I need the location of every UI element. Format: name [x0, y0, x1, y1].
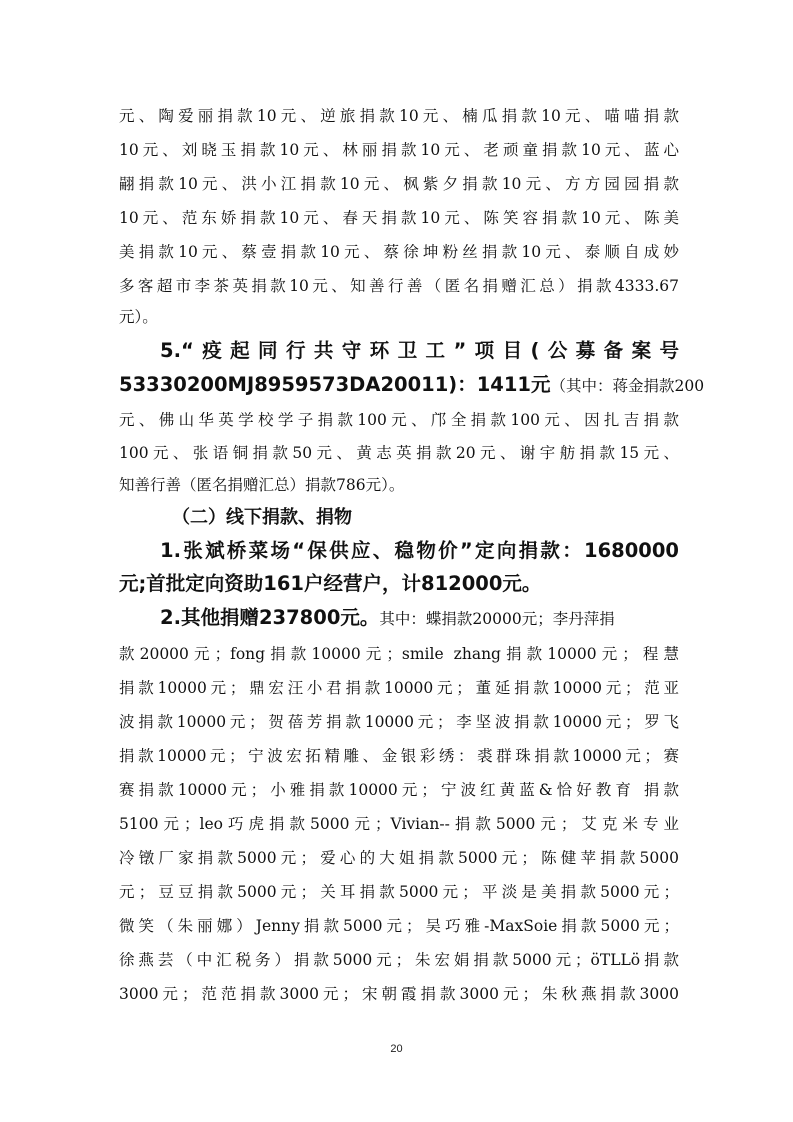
item-heading-1-cont: 元;首批定向资助161户经营户，计812000元。 — [119, 572, 542, 595]
text-line: 波捐款10000元；贺蓓芳捐款10000元；李坚波捐款10000元；罗飞 — [119, 713, 679, 731]
text-line: 3000元；范范捐款3000元；宋朝霞捐款3000元；朱秋燕捐款3000 — [119, 985, 679, 1003]
text-line: 10元、刘晓玉捐款10元、林丽捐款10元、老顽童捐款10元、蓝心 — [119, 141, 679, 159]
section-heading-5: 5.“疫起同行共守环卫工”项目(公募备案号 — [160, 339, 679, 362]
text-line: 元、陶爱丽捐款10元、逆旅捐款10元、楠瓜捐款10元、喵喵捐款 — [119, 107, 679, 125]
text-line: 100元、张语铜捐款50元、黄志英捐款20元、谢宇舫捐款15元、 — [119, 444, 679, 462]
text-line: 多客超市李茶英捐款10元、知善行善（匿名捐赠汇总）捐款4333.67 — [119, 277, 679, 295]
text-line: 元、佛山华英学校学子捐款100元、邝全捐款100元、因扎吉捐款 — [119, 411, 679, 429]
item-heading-2 — [160, 606, 679, 631]
item-heading-1: 1.张斌桥菜场“保供应、稳物价”定向捐款：1680000 — [160, 539, 679, 562]
text-line: 冷镦厂家捐款5000元；爱心的大姐捐款5000元；陈健苹捐款5000 — [119, 849, 679, 867]
text-line: 美捐款10元、蔡壹捐款10元、蔡徐坤粉丝捐款10元、泰顺自成妙 — [119, 243, 679, 261]
text-line: 5100元；leo巧虎捐款5000元；Vivian--捐款5000元；艾克米专业 — [119, 815, 679, 833]
text-line: 元）。 — [119, 308, 158, 326]
text-line: 赛捐款10000元；小雅捐款10000元；宁波红黄蓝&恰好教育 捐款 — [119, 781, 679, 799]
page-number: 20 — [390, 1043, 403, 1055]
text-line: 捐款10000元；鼎宏汪小君捐款10000元；董延捐款10000元；范亚 — [119, 679, 679, 697]
text-line: 10元、范东娇捐款10元、春天捐款10元、陈笑容捐款10元、陈美 — [119, 209, 679, 227]
text-line: 款20000元；fong捐款10000元；smile zhang捐款10000元；程慧 — [119, 645, 679, 663]
subsection-heading: （二）线下捐款、捐物 — [172, 507, 352, 528]
text-line: 翤捐款10元、洪小江捐款10元、枫紫夕捐款10元、方方园园捐款 — [119, 175, 679, 193]
heading-normal-part: 其中：蝶捐款20000元；李丹萍捐 — [379, 610, 615, 628]
text-line: 微笑（朱丽娜）Jenny捐款5000元；吴巧雅-MaxSoie捐款5000元； — [119, 917, 679, 935]
text-line: 捐款10000元；宁波宏拓精雕、金银彩绣：裘群珠捐款10000元；赛 — [119, 747, 679, 765]
text-line: 徐燕芸（中汇税务）捐款5000元；朱宏娟捐款5000元；öTLLö捐款 — [119, 951, 679, 969]
section-heading-5-cont — [119, 373, 705, 398]
text-line: 元；豆豆捐款5000元；关耳捐款5000元；平淡是美捐款5000元； — [119, 883, 679, 901]
text-line: 知善行善（匿名捐赠汇总）捐款786元）。 — [119, 476, 405, 494]
heading-normal-part: （其中：蒋金捐款200 — [550, 377, 705, 395]
heading-bold-part: 2.其他捐赠237800元。 — [160, 606, 380, 629]
heading-bold-part: 53330200MJ8959573DA20011)：1411元 — [119, 373, 551, 396]
